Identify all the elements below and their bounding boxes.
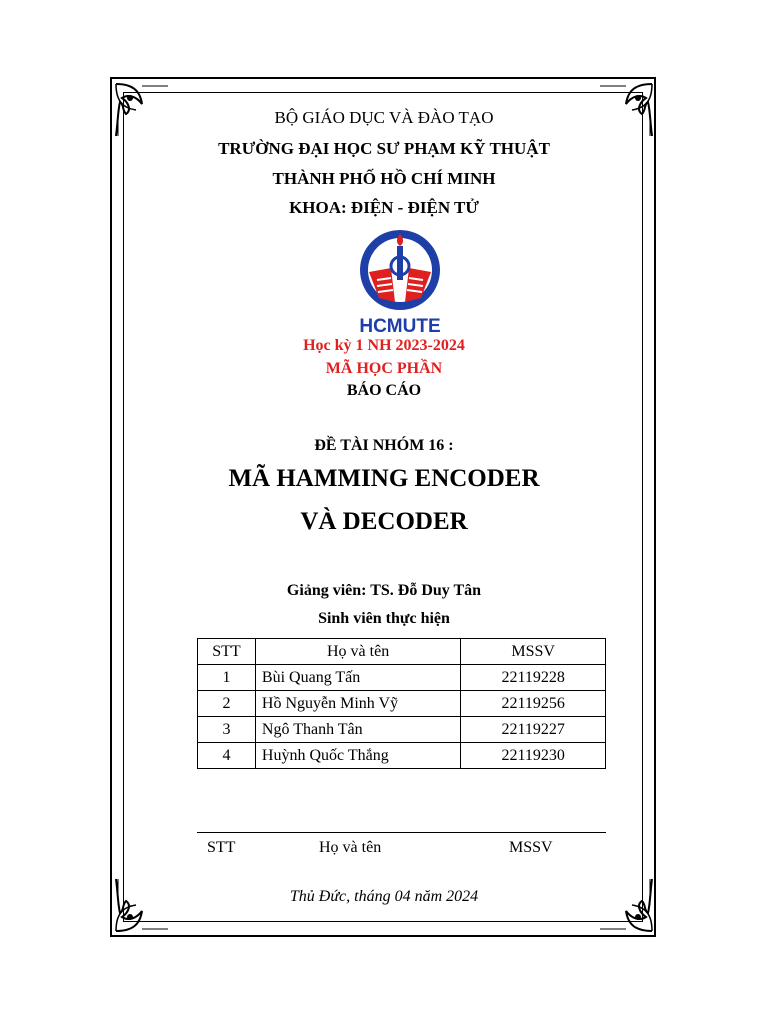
topic-title-line1: MÃ HAMMING ENCODER bbox=[228, 465, 540, 492]
university-name-line2: THÀNH PHỐ HỒ CHÍ MINH bbox=[272, 169, 496, 188]
table-cell-mssv: 22119230 bbox=[461, 743, 606, 769]
table-header-cell: Họ và tên bbox=[319, 839, 382, 856]
table-row bbox=[198, 665, 606, 691]
table-header-cell: Họ và tên bbox=[255, 639, 460, 665]
faculty-heading: KHOA: ĐIỆN - ĐIỆN TỬ bbox=[289, 198, 479, 217]
table-cell-stt: 3 bbox=[198, 717, 256, 743]
table-header-cell: STT bbox=[198, 639, 256, 665]
table-header-row bbox=[198, 639, 606, 665]
table-cell-stt: 2 bbox=[198, 691, 256, 717]
table-cell-name: Hồ Nguyễn Minh Vỹ bbox=[255, 691, 460, 717]
table-cell-mssv: 22119256 bbox=[461, 691, 606, 717]
overflow-table-header bbox=[197, 832, 606, 857]
logo-wordmark: HCMUTE bbox=[359, 316, 441, 336]
university-logo bbox=[355, 228, 445, 336]
table-cell-name: Huỳnh Quốc Thắng bbox=[255, 743, 460, 769]
table-row bbox=[198, 691, 606, 717]
course-code-label: MÃ HỌC PHẦN bbox=[325, 360, 443, 377]
topic-title-line2: VÀ DECODER bbox=[300, 508, 468, 535]
table-row bbox=[198, 717, 606, 743]
university-name-line1: TRƯỜNG ĐẠI HỌC SƯ PHẠM KỸ THUẬT bbox=[218, 139, 550, 158]
table-cell-name: Ngô Thanh Tân bbox=[255, 717, 460, 743]
table-cell-stt: 4 bbox=[198, 743, 256, 769]
students-heading: Sinh viên thực hiện bbox=[318, 610, 450, 627]
table-cell-mssv: 22119227 bbox=[461, 717, 606, 743]
members-table bbox=[197, 638, 606, 769]
place-date-footer: Thủ Đức, tháng 04 năm 2024 bbox=[289, 888, 479, 905]
report-label: BÁO CÁO bbox=[346, 382, 422, 399]
table-row bbox=[198, 743, 606, 769]
topic-label: ĐỀ TÀI NHÓM 16 : bbox=[314, 437, 454, 454]
table-header-cell: MSSV bbox=[509, 839, 553, 856]
table-header-cell: STT bbox=[207, 839, 236, 856]
table-cell-stt: 1 bbox=[198, 665, 256, 691]
table-cell-mssv: 22119228 bbox=[461, 665, 606, 691]
table-cell-name: Bùi Quang Tấn bbox=[255, 665, 460, 691]
lecturer-label: Giảng viên: TS. Đỗ Duy Tân bbox=[286, 582, 482, 599]
table-header-cell: MSSV bbox=[461, 639, 606, 665]
ministry-heading: BỘ GIÁO DỤC VÀ ĐÀO TẠO bbox=[274, 108, 494, 127]
semester-label: Học kỳ 1 NH 2023-2024 bbox=[303, 337, 465, 354]
